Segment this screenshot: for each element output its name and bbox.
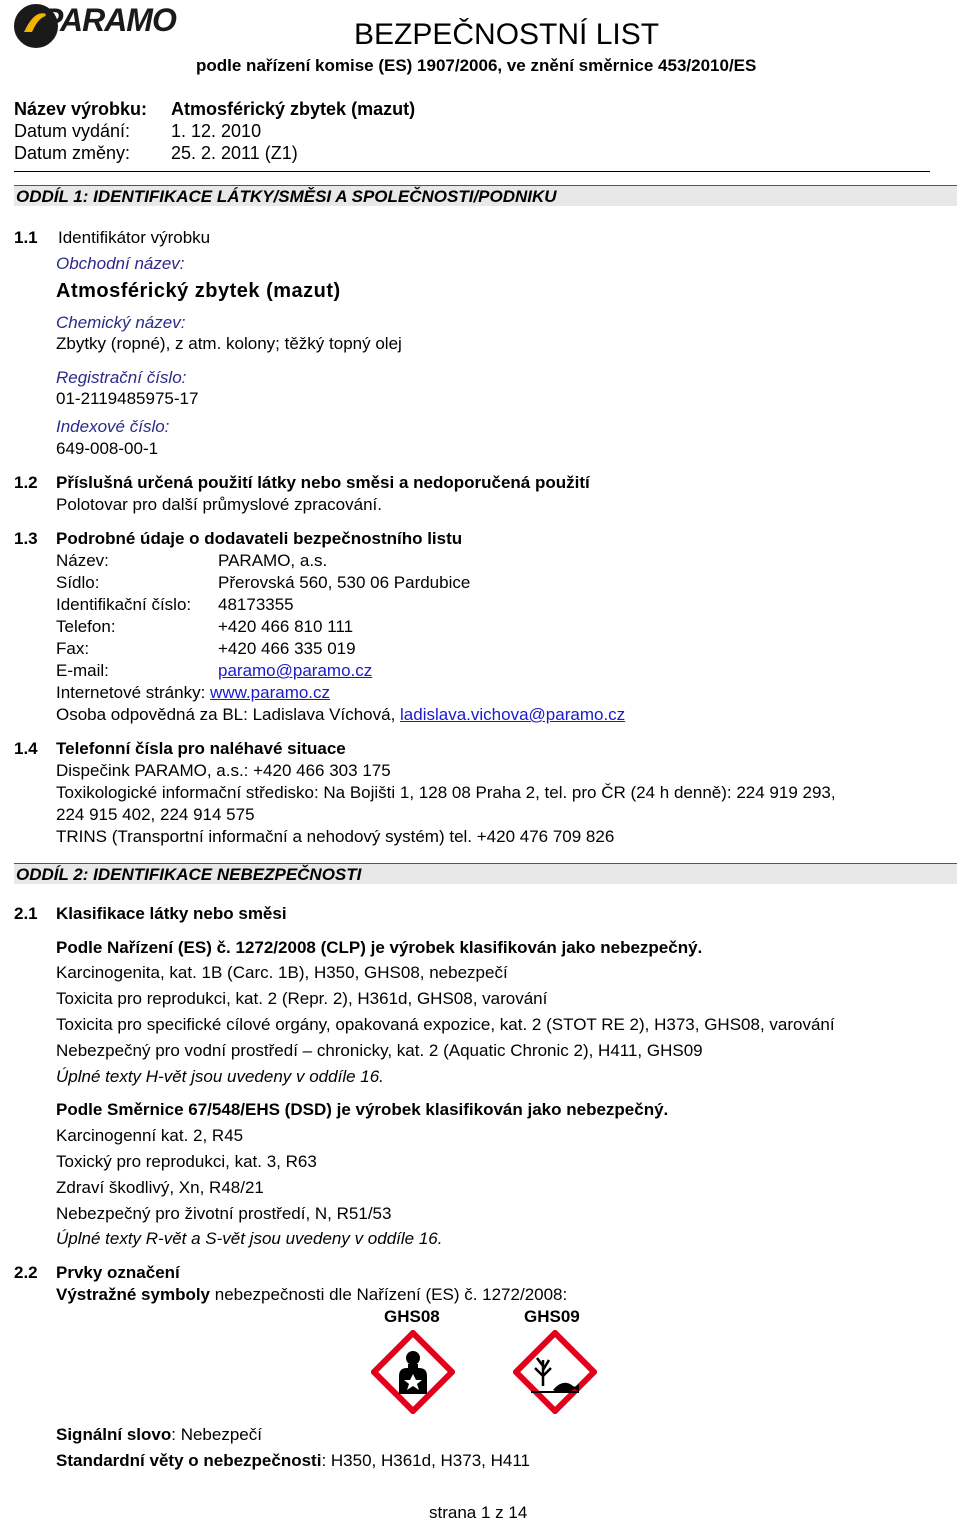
dsd-note: Úplné texty R-vět a S-vět jsou uvedeny v oddíle 16.: [56, 1229, 443, 1248]
health-hazard-icon: [371, 1330, 455, 1414]
hazard-statements-row: [56, 1451, 530, 1471]
issue-date-label: Datum vydání:: [14, 121, 131, 141]
warning-symbols-bold: Výstražné symboly: [56, 1285, 211, 1304]
product-name-value: Atmosférický zbytek (mazut): [171, 99, 416, 119]
index-number-value: 649-008-00-1: [56, 439, 159, 458]
supplier-fax-label: Fax:: [56, 639, 90, 658]
warning-symbols-text: nebezpečnosti dle Nařízení (ES) č. 1272/2008:: [210, 1285, 568, 1304]
s22-title: Prvky označení: [56, 1263, 180, 1282]
supplier-name-label: Název:: [56, 551, 109, 570]
clp-item: Toxicita pro reprodukci, kat. 2 (Repr. 2), H361d, GHS08, varování: [56, 989, 548, 1008]
supplier-phone-value: +420 466 810 111: [218, 617, 354, 636]
document-title: BEZPEČNOSTNÍ LIST: [354, 18, 660, 51]
logo-text: PARAMO: [42, 2, 176, 38]
trins-phone: TRINS (Transportní informační a nehodový systém) tel. +420 476 709 826: [56, 827, 615, 846]
chem-name-label: Chemický název:: [56, 313, 186, 332]
product-name-label: Název výrobku:: [14, 99, 148, 119]
clp-item: Karcinogenita, kat. 1B (Carc. 1B), H350, GHS08, nebezpečí: [56, 963, 508, 982]
header-divider: [14, 171, 930, 172]
supplier-name-value: PARAMO, a.s.: [218, 551, 328, 570]
s12-text: Polotovar pro další průmyslové zpracování.: [56, 495, 382, 514]
tox-center-line1: Toxikologické informační středisko: Na Bojišti 1, 128 08 Praha 2, tel. pro ČR (24 h denně): 224 919 293,: [56, 783, 836, 802]
s13-number: 1.3: [14, 529, 38, 548]
reg-number-label: Registrační číslo:: [56, 368, 187, 387]
trade-name-value: Atmosférický zbytek (mazut): [56, 280, 341, 302]
clp-note: Úplné texty H-vět jsou uvedeny v oddíle 16.: [56, 1067, 384, 1086]
dsd-item: Toxický pro reprodukci, kat. 3, R63: [56, 1152, 317, 1171]
website-link[interactable]: www.paramo.cz: [210, 683, 331, 702]
s21-number: 2.1: [14, 904, 38, 923]
s12-number: 1.2: [14, 473, 38, 492]
clp-item: Toxicita pro specifické cílové orgány, opakovaná expozice, kat. 2 (STOT RE 2), H373, GHS08, varování: [56, 1015, 835, 1034]
s13-title: Podrobné údaje o dodavateli bezpečnostního listu: [56, 529, 463, 548]
s12-title: Příslušná určená použití látky nebo směsi a nedoporučená použití: [56, 473, 590, 492]
section-2-title: ODDÍL 2: IDENTIFIKACE NEBEZPEČNOSTI: [14, 863, 957, 884]
reg-number-value: 01-2119485975-17: [56, 389, 199, 408]
trade-name-label: Obchodní název:: [56, 254, 185, 273]
supplier-email-label: E-mail:: [56, 661, 109, 680]
tox-center-line2: 224 915 402, 224 914 575: [56, 805, 255, 824]
dsd-item: Zdraví škodlivý, Xn, R48/21: [56, 1178, 264, 1197]
supplier-phone-label: Telefon:: [56, 617, 116, 636]
section-1-title: ODDÍL 1: IDENTIFIKACE LÁTKY/SMĚSI A SPOLEČNOSTI/PODNIKU: [14, 185, 957, 206]
supplier-seat-label: Sídlo:: [56, 573, 100, 592]
website-label: Internetové stránky:: [56, 683, 206, 702]
signal-word-row: [56, 1425, 262, 1445]
company-logo: [14, 2, 214, 52]
supplier-email-link[interactable]: paramo@paramo.cz: [218, 661, 373, 680]
responsible-person-label: Osoba odpovědná za BL: Ladislava Víchová,: [56, 705, 396, 724]
signal-word-value: : Nebezpečí: [171, 1425, 262, 1444]
clp-heading: Podle Nařízení (ES) č. 1272/2008 (CLP) je výrobek klasifikován jako nebezpečný.: [56, 938, 703, 957]
chem-name-value: Zbytky (ropné), z atm. kolony; těžký topný olej: [56, 334, 402, 353]
environment-hazard-icon: [513, 1330, 597, 1414]
responsible-person-row: [56, 705, 625, 725]
responsible-email-link[interactable]: ladislava.vichova@paramo.cz: [400, 705, 626, 724]
signal-word-label: Signální slovo: [56, 1425, 172, 1444]
supplier-fax-value: +420 466 335 019: [218, 639, 356, 658]
dsd-item: Nebezpečný pro životní prostředí, N, R51/53: [56, 1204, 392, 1223]
website-row: [56, 683, 330, 703]
change-date-label: Datum změny:: [14, 143, 131, 163]
ghs09-label: GHS09: [524, 1307, 580, 1326]
supplier-seat-value: Přerovská 560, 530 06 Pardubice: [218, 573, 471, 592]
s21-title: Klasifikace látky nebo směsi: [56, 904, 287, 923]
issue-date-value: 1. 12. 2010: [171, 121, 262, 141]
hazard-statements-value: : H350, H361d, H373, H411: [321, 1451, 530, 1470]
clp-item: Nebezpečný pro vodní prostředí – chronicky, kat. 2 (Aquatic Chronic 2), H411, GHS09: [56, 1041, 703, 1060]
supplier-id-label: Identifikační číslo:: [56, 595, 192, 614]
s11-number: 1.1: [14, 228, 38, 247]
index-number-label: Indexové číslo:: [56, 417, 170, 436]
warning-symbols-row: [56, 1285, 567, 1305]
ghs09-pictogram: [513, 1330, 597, 1414]
s14-number: 1.4: [14, 739, 38, 758]
s14-title: Telefonní čísla pro naléhavé situace: [56, 739, 346, 758]
supplier-id-value: 48173355: [218, 595, 294, 614]
s22-number: 2.2: [14, 1263, 38, 1282]
change-date-value: 25. 2. 2011 (Z1): [171, 143, 298, 163]
s11-title: Identifikátor výrobku: [58, 228, 211, 247]
dsd-item: Karcinogenní kat. 2, R45: [56, 1126, 244, 1145]
hazard-statements-label: Standardní věty o nebezpečnosti: [56, 1451, 322, 1470]
dsd-heading: Podle Směrnice 67/548/EHS (DSD) je výrobek klasifikován jako nebezpečný.: [56, 1100, 669, 1119]
dispatch-phone: Dispečink PARAMO, a.s.: +420 466 303 175: [56, 761, 391, 780]
ghs08-label: GHS08: [384, 1307, 440, 1326]
ghs08-pictogram: [371, 1330, 455, 1414]
page-number: strana 1 z 14: [429, 1503, 528, 1522]
document-subtitle: podle nařízení komise (ES) 1907/2006, ve znění směrnice 453/2010/ES: [196, 56, 757, 75]
